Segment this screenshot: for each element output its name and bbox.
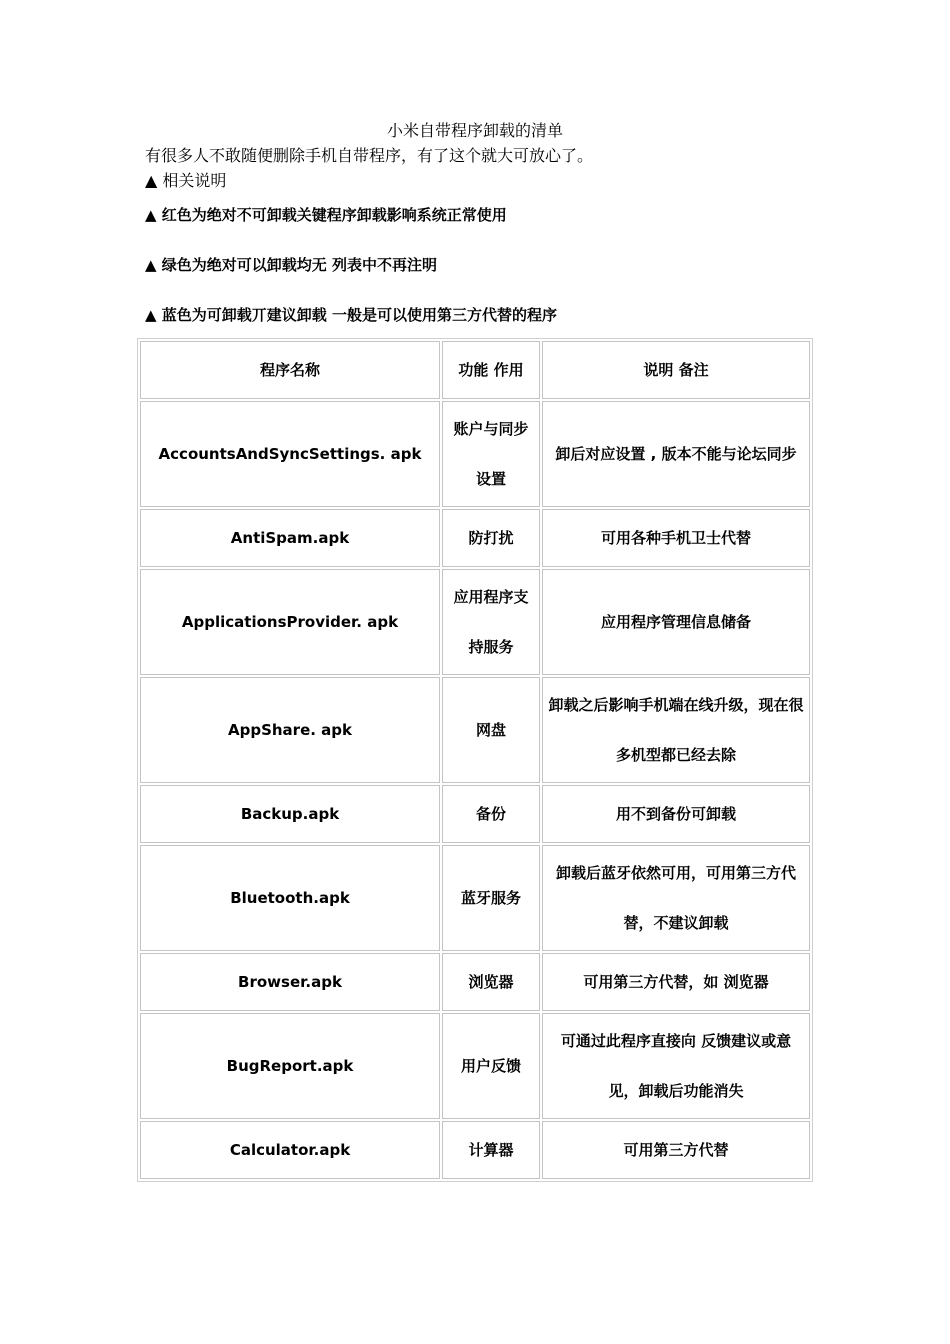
document-title: 小米自带程序卸载的清单 — [386, 121, 563, 140]
cell-name: AntiSpam.apk — [140, 509, 440, 567]
cell-note: 可用各种手机卫士代替 — [542, 509, 810, 567]
table-row — [140, 569, 810, 675]
cell-name: AppShare. apk — [140, 677, 440, 783]
cell-name: Backup.apk — [140, 785, 440, 843]
cell-note: 卸载之后影响手机端在线升级，现在很多机型都已经去除 — [542, 677, 810, 783]
note-blue: ▲ 蓝色为可卸载丌建议卸载 一般是可以使用第三方代替的程序 — [145, 306, 557, 324]
cell-function: 备份 — [442, 785, 540, 843]
header-function: 功能 作用 — [442, 341, 540, 399]
cell-note: 可用第三方代替 — [542, 1121, 810, 1179]
cell-function: 防打扰 — [442, 509, 540, 567]
table-row — [140, 845, 810, 951]
table-row — [140, 1121, 810, 1179]
table-row — [140, 509, 810, 567]
table-row — [140, 401, 810, 507]
cell-note: 卸载后蓝牙依然可用，可用第三方代替，不建议卸载 — [542, 845, 810, 951]
header-note: 说明 备注 — [542, 341, 810, 399]
cell-function: 计算器 — [442, 1121, 540, 1179]
cell-name: AccountsAndSyncSettings. apk — [140, 401, 440, 507]
apps-table — [137, 338, 813, 1182]
notes-heading: ▲ 相关说明 — [145, 171, 227, 190]
cell-note: 卸后对应设置 , 版本不能与论坛同步 — [542, 401, 810, 507]
intro-text: 有很多人不敢随便删除手机自带程序，有了这个就大可放心了。 — [145, 146, 594, 165]
cell-function: 用户反馈 — [442, 1013, 540, 1119]
cell-name: BugReport.apk — [140, 1013, 440, 1119]
cell-name: Browser.apk — [140, 953, 440, 1011]
header-name: 程序名称 — [140, 341, 440, 399]
note-green: ▲ 绿色为绝对可以卸载均无 列表中不再注明 — [145, 256, 437, 274]
table-row — [140, 785, 810, 843]
table-row — [140, 953, 810, 1011]
cell-function: 账户与同步设置 — [442, 401, 540, 507]
table-header-row — [140, 341, 810, 399]
cell-name: ApplicationsProvider. apk — [140, 569, 440, 675]
cell-name: Calculator.apk — [140, 1121, 440, 1179]
cell-function: 浏览器 — [442, 953, 540, 1011]
table-row — [140, 1013, 810, 1119]
cell-function: 网盘 — [442, 677, 540, 783]
note-red: ▲ 红色为绝对不可卸载关键程序卸载影响系统正常使用 — [145, 206, 507, 224]
table-row — [140, 677, 810, 783]
cell-note: 用不到备份可卸载 — [542, 785, 810, 843]
cell-note: 可通过此程序直接向 反馈建议或意见，卸载后功能消失 — [542, 1013, 810, 1119]
cell-note: 应用程序管理信息储备 — [542, 569, 810, 675]
cell-function: 应用程序支持服务 — [442, 569, 540, 675]
cell-note: 可用第三方代替，如 浏览器 — [542, 953, 810, 1011]
cell-name: Bluetooth.apk — [140, 845, 440, 951]
cell-function: 蓝牙服务 — [442, 845, 540, 951]
